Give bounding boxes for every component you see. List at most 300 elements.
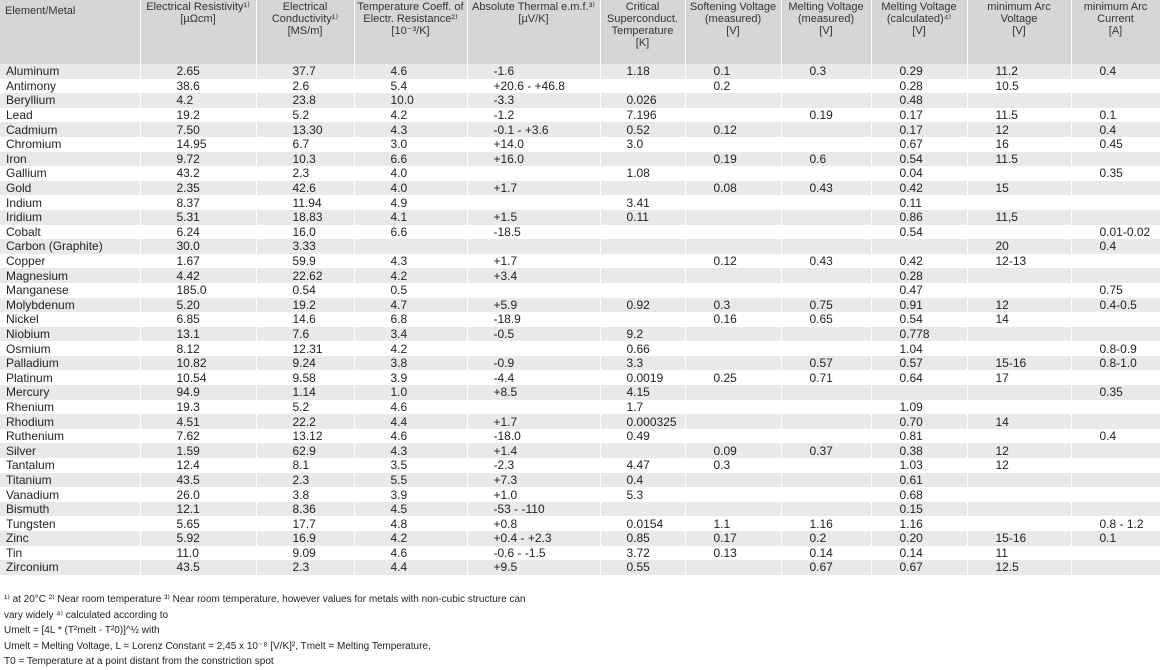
value-cell bbox=[1071, 195, 1160, 210]
value-cell: 1.04 bbox=[871, 341, 967, 356]
value-cell: 0.49 bbox=[600, 429, 685, 444]
value-cell: 0.20 bbox=[871, 531, 967, 546]
value-cell: 1.67 bbox=[140, 254, 256, 269]
value-cell: 0.2 bbox=[685, 79, 781, 94]
value-cell: 6.6 bbox=[354, 152, 467, 167]
column-header bbox=[1071, 0, 1160, 64]
value-cell: 5.2 bbox=[256, 108, 354, 123]
value-cell: 3.9 bbox=[354, 487, 467, 502]
value-cell: 5.31 bbox=[140, 210, 256, 225]
value-cell bbox=[781, 414, 871, 429]
value-cell bbox=[1071, 181, 1160, 196]
value-cell: 1.08 bbox=[600, 166, 685, 181]
value-cell bbox=[1071, 93, 1160, 108]
value-cell: 0.3 bbox=[685, 458, 781, 473]
value-cell bbox=[967, 195, 1071, 210]
value-cell: 12.5 bbox=[967, 560, 1071, 575]
value-cell: 0.29 bbox=[871, 64, 967, 79]
value-cell: 0.35 bbox=[1071, 385, 1160, 400]
element-name-cell: Tungsten bbox=[0, 516, 140, 531]
table-row bbox=[0, 327, 1160, 342]
table-row bbox=[0, 341, 1160, 356]
value-cell: 3.9 bbox=[354, 370, 467, 385]
value-cell: 9.72 bbox=[140, 152, 256, 167]
value-cell bbox=[1071, 400, 1160, 415]
value-cell: 7.50 bbox=[140, 122, 256, 137]
value-cell: 4.6 bbox=[354, 546, 467, 561]
value-cell: +14.0 bbox=[467, 137, 600, 152]
value-cell: 12 bbox=[967, 443, 1071, 458]
value-cell: 1.16 bbox=[871, 516, 967, 531]
value-cell: 0.38 bbox=[871, 443, 967, 458]
value-cell: 14 bbox=[967, 312, 1071, 327]
column-header-title: Critical Superconduct. Temperature bbox=[607, 1, 678, 37]
value-cell: 0.28 bbox=[871, 268, 967, 283]
table-row bbox=[0, 93, 1160, 108]
column-header-title: Softening Voltage (measured) bbox=[689, 1, 777, 25]
value-cell: 14.95 bbox=[140, 137, 256, 152]
value-cell bbox=[967, 283, 1071, 298]
element-name-cell: Molybdenum bbox=[0, 298, 140, 313]
value-cell: +20.6 - +46.8 bbox=[467, 79, 600, 94]
value-cell bbox=[781, 210, 871, 225]
value-cell: 0.04 bbox=[871, 166, 967, 181]
value-cell: -18.9 bbox=[467, 312, 600, 327]
table-row bbox=[0, 137, 1160, 152]
value-cell: +16.0 bbox=[467, 152, 600, 167]
value-cell: 19.3 bbox=[140, 400, 256, 415]
value-cell: +1.5 bbox=[467, 210, 600, 225]
value-cell: 0.5 bbox=[354, 283, 467, 298]
table-row bbox=[0, 502, 1160, 517]
table-row bbox=[0, 225, 1160, 240]
value-cell: 43.2 bbox=[140, 166, 256, 181]
value-cell: 0.4 bbox=[1071, 64, 1160, 79]
value-cell: 1.18 bbox=[600, 64, 685, 79]
value-cell: 3.8 bbox=[354, 356, 467, 371]
value-cell bbox=[967, 268, 1071, 283]
value-cell: 6.8 bbox=[354, 312, 467, 327]
table-row bbox=[0, 370, 1160, 385]
value-cell bbox=[1071, 560, 1160, 575]
value-cell: 23.8 bbox=[256, 93, 354, 108]
column-header-title: Temperature Coeff. of Electr. Resistance²⁾ bbox=[357, 1, 464, 25]
value-cell: 2.3 bbox=[256, 166, 354, 181]
table-row bbox=[0, 210, 1160, 225]
value-cell: 0.43 bbox=[781, 181, 871, 196]
table-row bbox=[0, 458, 1160, 473]
element-name-cell: Beryllium bbox=[0, 93, 140, 108]
value-cell: 3.3 bbox=[600, 356, 685, 371]
value-cell: 6.6 bbox=[354, 225, 467, 240]
value-cell bbox=[467, 400, 600, 415]
element-name-cell: Tantalum bbox=[0, 458, 140, 473]
value-cell bbox=[967, 166, 1071, 181]
footnote-line: Umelt = Melting Voltage, L = Lorenz Constant = 2,45 x 10⁻⁸ [V/K]², Tmelt = Melting Temperature, bbox=[4, 640, 431, 652]
value-cell: 0.12 bbox=[685, 254, 781, 269]
value-cell: +0.8 bbox=[467, 516, 600, 531]
element-name-cell: Osmium bbox=[0, 341, 140, 356]
value-cell: 2.35 bbox=[140, 181, 256, 196]
table-row bbox=[0, 195, 1160, 210]
column-header-unit: [µΩcm] bbox=[180, 13, 216, 25]
value-cell bbox=[1071, 79, 1160, 94]
column-header-unit: [V] bbox=[1012, 25, 1026, 37]
value-cell bbox=[1071, 152, 1160, 167]
value-cell: 0.37 bbox=[781, 443, 871, 458]
value-cell bbox=[781, 79, 871, 94]
value-cell: 0.11 bbox=[871, 195, 967, 210]
value-cell: +9.5 bbox=[467, 560, 600, 575]
value-cell: 8.12 bbox=[140, 341, 256, 356]
value-cell: +5.9 bbox=[467, 298, 600, 313]
value-cell: 10.82 bbox=[140, 356, 256, 371]
value-cell: 1.0 bbox=[354, 385, 467, 400]
value-cell: 1.09 bbox=[871, 400, 967, 415]
value-cell: 1.14 bbox=[256, 385, 354, 400]
value-cell: 0.45 bbox=[1071, 137, 1160, 152]
value-cell: 9.58 bbox=[256, 370, 354, 385]
value-cell bbox=[1071, 487, 1160, 502]
element-name-cell: Rhenium bbox=[0, 400, 140, 415]
value-cell bbox=[967, 429, 1071, 444]
value-cell: 9.24 bbox=[256, 356, 354, 371]
table-row bbox=[0, 531, 1160, 546]
column-header bbox=[0, 0, 140, 64]
element-name-cell: Tin bbox=[0, 546, 140, 561]
value-cell: 5.3 bbox=[600, 487, 685, 502]
column-header-unit: [10⁻³/K] bbox=[391, 25, 430, 37]
value-cell: 0.0019 bbox=[600, 370, 685, 385]
value-cell: 8.36 bbox=[256, 502, 354, 517]
value-cell: -0.5 bbox=[467, 327, 600, 342]
value-cell: 43.5 bbox=[140, 560, 256, 575]
value-cell: 185.0 bbox=[140, 283, 256, 298]
value-cell: 0.8 - 1.2 bbox=[1071, 516, 1160, 531]
value-cell: 20 bbox=[967, 239, 1071, 254]
element-name-cell: Magnesium bbox=[0, 268, 140, 283]
value-cell: 4.42 bbox=[140, 268, 256, 283]
table-body bbox=[0, 64, 1160, 575]
value-cell: -3.3 bbox=[467, 93, 600, 108]
value-cell: 15-16 bbox=[967, 531, 1071, 546]
value-cell: 1.16 bbox=[781, 516, 871, 531]
value-cell bbox=[967, 473, 1071, 488]
value-cell bbox=[685, 487, 781, 502]
column-header bbox=[600, 0, 685, 64]
value-cell: 3.0 bbox=[354, 137, 467, 152]
value-cell bbox=[1071, 414, 1160, 429]
value-cell: 0.11 bbox=[600, 210, 685, 225]
element-name-cell: Zirconium bbox=[0, 560, 140, 575]
element-name-cell: Zinc bbox=[0, 531, 140, 546]
value-cell bbox=[600, 79, 685, 94]
column-header bbox=[967, 0, 1071, 64]
value-cell: 22.62 bbox=[256, 268, 354, 283]
value-cell bbox=[781, 487, 871, 502]
element-name-cell: Iron bbox=[0, 152, 140, 167]
value-cell bbox=[685, 414, 781, 429]
element-name-cell: Gallium bbox=[0, 166, 140, 181]
value-cell: +1.7 bbox=[467, 414, 600, 429]
value-cell: 3.72 bbox=[600, 546, 685, 561]
table-row bbox=[0, 473, 1160, 488]
value-cell: 7.196 bbox=[600, 108, 685, 123]
value-cell: 12 bbox=[967, 298, 1071, 313]
element-name-cell: Gold bbox=[0, 181, 140, 196]
value-cell: 6.7 bbox=[256, 137, 354, 152]
value-cell: 0.1 bbox=[1071, 531, 1160, 546]
column-header bbox=[256, 0, 354, 64]
value-cell: 0.85 bbox=[600, 531, 685, 546]
footnote-line: vary widely ⁴⁾ calculated according to bbox=[4, 609, 169, 621]
value-cell: +1.0 bbox=[467, 487, 600, 502]
value-cell: 62.9 bbox=[256, 443, 354, 458]
value-cell: 14.6 bbox=[256, 312, 354, 327]
value-cell: +1.7 bbox=[467, 181, 600, 196]
value-cell bbox=[781, 458, 871, 473]
value-cell: 12.4 bbox=[140, 458, 256, 473]
value-cell: 1.03 bbox=[871, 458, 967, 473]
table-row bbox=[0, 79, 1160, 94]
value-cell: -0.6 - -1.5 bbox=[467, 546, 600, 561]
table-row bbox=[0, 239, 1160, 254]
table-row bbox=[0, 356, 1160, 371]
element-name-cell: Palladium bbox=[0, 356, 140, 371]
value-cell bbox=[685, 385, 781, 400]
column-header-title: Melting Voltage (measured) bbox=[788, 1, 864, 25]
value-cell: 12 bbox=[967, 122, 1071, 137]
value-cell: 0.6 bbox=[781, 152, 871, 167]
value-cell bbox=[967, 516, 1071, 531]
value-cell: 0.55 bbox=[600, 560, 685, 575]
value-cell: 0.75 bbox=[781, 298, 871, 313]
column-header bbox=[685, 0, 781, 64]
column-header-unit: [µV/K] bbox=[518, 13, 549, 25]
element-name-cell: Indium bbox=[0, 195, 140, 210]
value-cell: 1.7 bbox=[600, 400, 685, 415]
value-cell: 0.09 bbox=[685, 443, 781, 458]
table-row bbox=[0, 254, 1160, 269]
value-cell: 11.0 bbox=[140, 546, 256, 561]
value-cell bbox=[781, 268, 871, 283]
value-cell bbox=[600, 443, 685, 458]
value-cell: 30.0 bbox=[140, 239, 256, 254]
value-cell bbox=[967, 385, 1071, 400]
column-header bbox=[871, 0, 967, 64]
value-cell: 0.026 bbox=[600, 93, 685, 108]
value-cell bbox=[685, 239, 781, 254]
value-cell bbox=[600, 181, 685, 196]
table-row bbox=[0, 414, 1160, 429]
value-cell: 0.65 bbox=[781, 312, 871, 327]
value-cell: 15-16 bbox=[967, 356, 1071, 371]
value-cell: 0.81 bbox=[871, 429, 967, 444]
element-name-cell: Lead bbox=[0, 108, 140, 123]
value-cell: 1.1 bbox=[685, 516, 781, 531]
value-cell: 6.24 bbox=[140, 225, 256, 240]
value-cell: 5.5 bbox=[354, 473, 467, 488]
value-cell: 10.54 bbox=[140, 370, 256, 385]
value-cell: 8.37 bbox=[140, 195, 256, 210]
value-cell: 0.48 bbox=[871, 93, 967, 108]
value-cell: 0.778 bbox=[871, 327, 967, 342]
table-row bbox=[0, 166, 1160, 181]
value-cell: 2.3 bbox=[256, 473, 354, 488]
value-cell: 0.28 bbox=[871, 79, 967, 94]
value-cell: 0.1 bbox=[1071, 108, 1160, 123]
column-header-title: Absolute Thermal e.m.f.³⁾ bbox=[472, 1, 595, 13]
table-header-row bbox=[0, 0, 1160, 64]
value-cell: 11.5 bbox=[967, 152, 1071, 167]
value-cell: 0.47 bbox=[871, 283, 967, 298]
value-cell: 0.70 bbox=[871, 414, 967, 429]
value-cell: -2.3 bbox=[467, 458, 600, 473]
value-cell: 7.62 bbox=[140, 429, 256, 444]
value-cell: 59.9 bbox=[256, 254, 354, 269]
value-cell bbox=[685, 429, 781, 444]
value-cell: 3.4 bbox=[354, 327, 467, 342]
value-cell bbox=[467, 283, 600, 298]
value-cell bbox=[1071, 312, 1160, 327]
value-cell bbox=[685, 225, 781, 240]
value-cell: 3.33 bbox=[256, 239, 354, 254]
value-cell: 0.25 bbox=[685, 370, 781, 385]
value-cell bbox=[967, 225, 1071, 240]
value-cell bbox=[467, 195, 600, 210]
value-cell bbox=[685, 341, 781, 356]
value-cell: 17 bbox=[967, 370, 1071, 385]
value-cell: 11,5 bbox=[967, 210, 1071, 225]
table-row bbox=[0, 268, 1160, 283]
value-cell: 4.2 bbox=[354, 268, 467, 283]
value-cell bbox=[1071, 502, 1160, 517]
element-name-cell: Silver bbox=[0, 443, 140, 458]
value-cell bbox=[781, 473, 871, 488]
value-cell: 0.14 bbox=[871, 546, 967, 561]
value-cell: 13.1 bbox=[140, 327, 256, 342]
value-cell: 0.92 bbox=[600, 298, 685, 313]
column-header-unit: [V] bbox=[726, 25, 740, 37]
table-row bbox=[0, 385, 1160, 400]
value-cell: -18.5 bbox=[467, 225, 600, 240]
footnote-line: ¹⁾ at 20°C ²⁾ Near room temperature ³⁾ Near room temperature, however values for metals with non-cubic structure can bbox=[4, 594, 526, 605]
value-cell: 4.0 bbox=[354, 166, 467, 181]
value-cell: 4.9 bbox=[354, 195, 467, 210]
value-cell bbox=[1071, 268, 1160, 283]
value-cell: 11.2 bbox=[967, 64, 1071, 79]
value-cell bbox=[600, 239, 685, 254]
value-cell: 0.19 bbox=[685, 152, 781, 167]
value-cell: 0.67 bbox=[871, 560, 967, 575]
value-cell: 4.3 bbox=[354, 443, 467, 458]
value-cell: 38.6 bbox=[140, 79, 256, 94]
value-cell: 15 bbox=[967, 181, 1071, 196]
value-cell: -0.9 bbox=[467, 356, 600, 371]
value-cell: 4.6 bbox=[354, 64, 467, 79]
value-cell: 4.4 bbox=[354, 414, 467, 429]
element-name-cell: Niobium bbox=[0, 327, 140, 342]
element-name-cell: Nickel bbox=[0, 312, 140, 327]
value-cell: 4.15 bbox=[600, 385, 685, 400]
value-cell: 10.5 bbox=[967, 79, 1071, 94]
value-cell bbox=[781, 400, 871, 415]
value-cell: 3.41 bbox=[600, 195, 685, 210]
value-cell bbox=[685, 137, 781, 152]
table-row bbox=[0, 122, 1160, 137]
value-cell: 0.91 bbox=[871, 298, 967, 313]
element-name-cell: Aluminum bbox=[0, 64, 140, 79]
element-name-cell: Copper bbox=[0, 254, 140, 269]
footnote-line: T0 = Temperature at a point distant from the constriction spot bbox=[4, 656, 274, 667]
value-cell bbox=[781, 137, 871, 152]
value-cell bbox=[600, 502, 685, 517]
value-cell bbox=[781, 385, 871, 400]
value-cell: 4.8 bbox=[354, 516, 467, 531]
value-cell: 4.51 bbox=[140, 414, 256, 429]
column-header-title: Electrical Resistivity¹⁾ bbox=[146, 1, 250, 13]
value-cell: 9.2 bbox=[600, 327, 685, 342]
value-cell bbox=[685, 108, 781, 123]
value-cell bbox=[600, 312, 685, 327]
table-row bbox=[0, 108, 1160, 123]
element-name-cell: Ruthenium bbox=[0, 429, 140, 444]
value-cell: 0.35 bbox=[1071, 166, 1160, 181]
value-cell: 0.75 bbox=[1071, 283, 1160, 298]
value-cell bbox=[781, 166, 871, 181]
value-cell: 0.52 bbox=[600, 122, 685, 137]
element-name-cell: Iridium bbox=[0, 210, 140, 225]
column-header-title: minimum Arc Voltage bbox=[987, 1, 1051, 25]
value-cell bbox=[1071, 546, 1160, 561]
value-cell: 0.42 bbox=[871, 181, 967, 196]
value-cell: 13.12 bbox=[256, 429, 354, 444]
table-row bbox=[0, 312, 1160, 327]
value-cell: 0.3 bbox=[685, 298, 781, 313]
value-cell bbox=[685, 210, 781, 225]
value-cell: 0.4 bbox=[1071, 239, 1160, 254]
element-name-cell: Platinum bbox=[0, 370, 140, 385]
value-cell: 0.67 bbox=[871, 137, 967, 152]
value-cell bbox=[1071, 443, 1160, 458]
column-header bbox=[467, 0, 600, 64]
value-cell: 4.2 bbox=[140, 93, 256, 108]
value-cell: 5.92 bbox=[140, 531, 256, 546]
value-cell: 0.2 bbox=[781, 531, 871, 546]
value-cell: 26.0 bbox=[140, 487, 256, 502]
value-cell: 4.2 bbox=[354, 341, 467, 356]
element-name-cell: Cobalt bbox=[0, 225, 140, 240]
value-cell bbox=[967, 487, 1071, 502]
value-cell: 16 bbox=[967, 137, 1071, 152]
table-row bbox=[0, 560, 1160, 575]
value-cell: 4.7 bbox=[354, 298, 467, 313]
value-cell bbox=[871, 385, 967, 400]
column-header-unit: [MS/m] bbox=[287, 25, 323, 37]
value-cell bbox=[685, 283, 781, 298]
value-cell: 0.64 bbox=[871, 370, 967, 385]
table-row bbox=[0, 516, 1160, 531]
value-cell: +1.7 bbox=[467, 254, 600, 269]
column-header-unit: [V] bbox=[912, 25, 926, 37]
value-cell: 4.2 bbox=[354, 108, 467, 123]
value-cell: 2.6 bbox=[256, 79, 354, 94]
value-cell: 0.57 bbox=[871, 356, 967, 371]
value-cell: -53 - -110 bbox=[467, 502, 600, 517]
value-cell: 4.5 bbox=[354, 502, 467, 517]
value-cell: 3.0 bbox=[600, 137, 685, 152]
value-cell: -0.1 - +3.6 bbox=[467, 122, 600, 137]
